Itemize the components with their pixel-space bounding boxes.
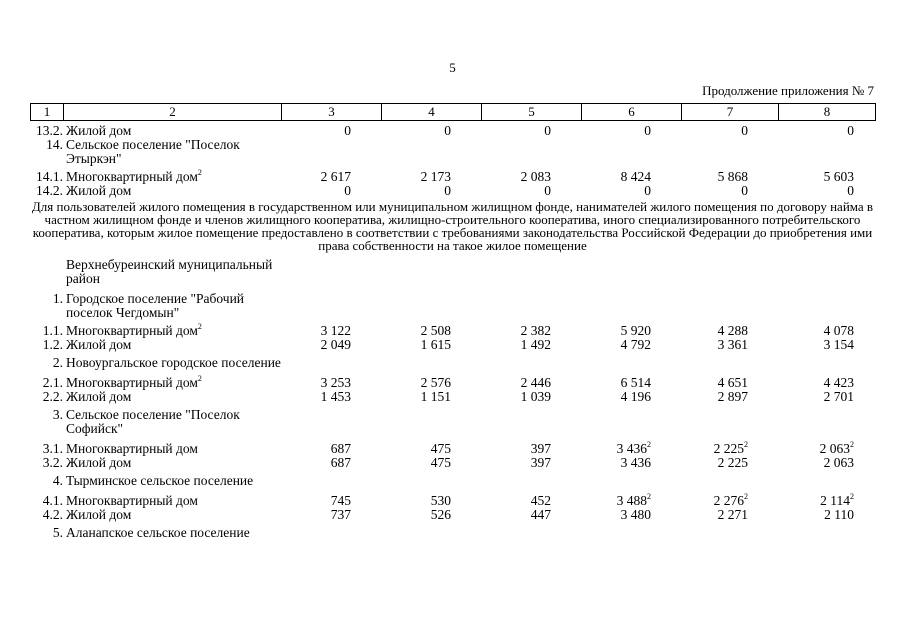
- column-header-5: 5: [482, 104, 582, 121]
- value-text: 475: [430, 441, 451, 456]
- value-text: 2 276: [713, 493, 744, 508]
- page-number: 5: [449, 60, 456, 75]
- value-cell-col-4: [351, 390, 451, 404]
- value-cell-col-6: [551, 184, 651, 198]
- value-text: 1 615: [420, 337, 451, 352]
- value-text: 5 868: [717, 169, 748, 184]
- value-text: 2 225: [717, 455, 748, 470]
- rows-group-top: [30, 124, 875, 198]
- value-text: 447: [530, 507, 551, 522]
- value-text: 4 423: [823, 375, 854, 390]
- column-number-header: [30, 103, 876, 121]
- value-text: 3 154: [823, 337, 854, 352]
- value-text: 0: [544, 183, 551, 198]
- value-cell-col-3: [281, 324, 351, 338]
- value-text: 8 424: [620, 169, 651, 184]
- section-note: Для пользователей жилого помещения в государственном или муниципальном жилищном фонде, нанимателей жилого помещения по договору найма в частном жилищном фонде и членов жилищного кооператива, жилищно-строительного кооператива, иного специализированного потребительского кооператива, которым жилое помещение предоставлено в соответствии с требованиями законодательства Российской Федерации до приобретения ими права собственности на такое жилое помещение: [31, 199, 874, 253]
- value-cell-col-3: [281, 442, 351, 456]
- row-number: 14.2.: [36, 183, 63, 198]
- value-cell-col-4: [351, 456, 451, 470]
- value-cell-col-6: [551, 456, 651, 470]
- value-cell-col-4: [351, 184, 451, 198]
- table-row: [30, 494, 875, 508]
- row-name: Жилой дом: [66, 455, 132, 470]
- row-name-cell: [63, 494, 281, 508]
- value-cell-col-8: [748, 124, 854, 138]
- row-number: 1.1.: [42, 323, 63, 338]
- row-name: Жилой дом: [66, 123, 132, 138]
- row-name: Аланапское сельское поселение: [66, 525, 250, 540]
- row-number: 3.: [52, 407, 63, 422]
- value-text: 3 488: [616, 493, 647, 508]
- row-name-cell: [63, 170, 281, 184]
- row-name: Жилой дом: [66, 337, 132, 352]
- value-footnote-marker: 2: [744, 492, 748, 501]
- value-footnote-marker: 2: [850, 492, 854, 501]
- value-text: 397: [530, 455, 551, 470]
- row-number: 2.: [52, 355, 63, 370]
- value-text: 397: [530, 441, 551, 456]
- row-name: Городское поселение "Рабочий поселок Чегдомын": [66, 291, 245, 320]
- value-text: 0: [741, 123, 748, 138]
- row-name-cell: [63, 390, 281, 404]
- value-text: 0: [741, 183, 748, 198]
- value-cell-col-3: [281, 494, 351, 508]
- value-cell-col-6: [551, 324, 651, 338]
- row-name-cell: [63, 376, 281, 390]
- row-name: Новоургальское городское поселение: [66, 355, 281, 370]
- table-body: [30, 124, 875, 540]
- value-cell-col-3: [281, 390, 351, 404]
- value-text: 2 114: [820, 493, 850, 508]
- value-text: 0: [847, 123, 854, 138]
- value-cell-col-6: [551, 376, 651, 390]
- row-name-cell: [63, 508, 281, 522]
- value-cell-col-7: [651, 376, 748, 390]
- row-number: 14.1.: [36, 169, 63, 184]
- value-text: 2 617: [320, 169, 351, 184]
- value-cell-col-5: [451, 338, 551, 352]
- row-number: 13.2.: [36, 123, 63, 138]
- value-footnote-marker: 2: [850, 440, 854, 449]
- value-text: 3 361: [717, 337, 748, 352]
- row-name-cell: [63, 324, 281, 338]
- value-text: 0: [544, 123, 551, 138]
- row-name: Жилой дом: [66, 507, 132, 522]
- value-text: 687: [330, 455, 351, 470]
- table-row: [30, 292, 875, 324]
- value-cell-col-5: [451, 508, 551, 522]
- row-name-cell: [63, 338, 281, 352]
- value-text: 0: [444, 123, 451, 138]
- value-cell-col-8: [748, 442, 854, 456]
- table-row: [30, 508, 875, 526]
- value-cell-col-6: [551, 494, 651, 508]
- value-cell-col-4: [351, 324, 451, 338]
- value-cell-col-8: [748, 184, 854, 198]
- table-row: [30, 138, 875, 170]
- row-number: 3.1.: [42, 441, 63, 456]
- table-row: [30, 456, 875, 474]
- value-cell-col-5: [451, 324, 551, 338]
- value-cell-col-8: [748, 494, 854, 508]
- row-name: Многоквартирный дом: [66, 169, 198, 184]
- value-footnote-marker: 2: [647, 492, 651, 501]
- column-header-2: 2: [64, 104, 282, 121]
- value-cell-col-7: [651, 184, 748, 198]
- value-text: 5 603: [823, 169, 854, 184]
- table-row: [30, 338, 875, 356]
- value-text: 4 196: [620, 389, 651, 404]
- value-text: 2 083: [520, 169, 551, 184]
- table-row: [30, 442, 875, 456]
- footnote-marker: 2: [197, 168, 202, 177]
- table-row: [30, 526, 875, 540]
- value-text: 1 492: [520, 337, 551, 352]
- value-text: 2 446: [520, 375, 551, 390]
- value-cell-col-5: [451, 442, 551, 456]
- value-cell-col-6: [551, 124, 651, 138]
- value-text: 687: [330, 441, 351, 456]
- value-cell-col-3: [281, 508, 351, 522]
- table-row: [30, 356, 875, 376]
- row-name: Верхнебуреинский муниципальный район: [66, 257, 273, 286]
- column-header-7: 7: [682, 104, 779, 121]
- row-name-cell: [63, 292, 281, 320]
- value-text: 1 151: [420, 389, 451, 404]
- value-text: 2 173: [420, 169, 451, 184]
- value-text: 3 436: [616, 441, 647, 456]
- row-number: 4.2.: [42, 507, 63, 522]
- column-header-6: 6: [582, 104, 682, 121]
- row-number: 2.2.: [42, 389, 63, 404]
- column-header-3: 3: [282, 104, 382, 121]
- value-cell-col-7: [651, 442, 748, 456]
- value-cell-col-3: [281, 376, 351, 390]
- row-number: 14.: [46, 137, 63, 152]
- row-name: Сельское поселение "Поселок Этыркэн": [66, 137, 240, 166]
- row-name: Многоквартирный дом: [66, 323, 198, 338]
- row-name-cell: [63, 456, 281, 470]
- value-text: 0: [644, 123, 651, 138]
- table-row: [30, 184, 875, 198]
- value-text: 4 792: [620, 337, 651, 352]
- value-cell-col-4: [351, 442, 451, 456]
- value-cell-col-7: [651, 494, 748, 508]
- value-text: 526: [430, 507, 451, 522]
- value-cell-col-7: [651, 338, 748, 352]
- value-cell-col-4: [351, 508, 451, 522]
- row-name: Жилой дом: [66, 183, 132, 198]
- value-text: 737: [330, 507, 351, 522]
- table-row: [30, 390, 875, 408]
- value-cell-col-4: [351, 376, 451, 390]
- footnote-marker: 2: [197, 322, 202, 331]
- table-row: [30, 376, 875, 390]
- value-text: 1 453: [320, 389, 351, 404]
- value-text: 2 897: [717, 389, 748, 404]
- value-cell-col-5: [451, 170, 551, 184]
- table-row: [30, 258, 875, 292]
- value-cell-col-3: [281, 170, 351, 184]
- row-name: Многоквартирный дом: [66, 441, 198, 456]
- value-text: 2 063: [823, 455, 854, 470]
- table-row: [30, 408, 875, 442]
- value-text: 6 514: [620, 375, 651, 390]
- row-name: Жилой дом: [66, 389, 132, 404]
- rows-group-bottom: [30, 258, 875, 540]
- value-text: 2 701: [823, 389, 854, 404]
- row-name: Многоквартирный дом: [66, 375, 198, 390]
- value-cell-col-6: [551, 442, 651, 456]
- value-cell-col-7: [651, 124, 748, 138]
- value-cell-col-7: [651, 324, 748, 338]
- value-text: 0: [847, 183, 854, 198]
- row-number: 3.2.: [42, 455, 63, 470]
- value-cell-col-5: [451, 456, 551, 470]
- value-text: 2 271: [717, 507, 748, 522]
- row-number: 1.: [52, 291, 63, 306]
- value-text: 3 436: [620, 455, 651, 470]
- row-name: Тырминское сельское поселение: [66, 473, 254, 488]
- value-cell-col-7: [651, 456, 748, 470]
- value-footnote-marker: 2: [647, 440, 651, 449]
- column-header-1: 1: [31, 104, 64, 121]
- value-cell-col-7: [651, 508, 748, 522]
- value-text: 4 078: [823, 323, 854, 338]
- row-name-cell: [63, 408, 281, 436]
- value-text: 2 576: [420, 375, 451, 390]
- value-text: 2 110: [824, 507, 854, 522]
- value-cell-col-5: [451, 376, 551, 390]
- value-cell-col-8: [748, 170, 854, 184]
- value-text: 4 651: [717, 375, 748, 390]
- value-cell-col-4: [351, 338, 451, 352]
- row-name-cell: [63, 138, 281, 166]
- row-name: Многоквартирный дом: [66, 493, 198, 508]
- row-name-cell: [63, 356, 281, 370]
- row-number: 4.1.: [42, 493, 63, 508]
- value-text: 475: [430, 455, 451, 470]
- value-cell-col-4: [351, 494, 451, 508]
- table-row: [30, 124, 875, 138]
- value-cell-col-3: [281, 124, 351, 138]
- value-text: 2 063: [819, 441, 850, 456]
- value-cell-col-8: [748, 376, 854, 390]
- value-cell-col-8: [748, 390, 854, 404]
- value-cell-col-3: [281, 338, 351, 352]
- value-cell-col-5: [451, 390, 551, 404]
- row-name-cell: [63, 526, 281, 540]
- value-footnote-marker: 2: [744, 440, 748, 449]
- row-name: Сельское поселение "Поселок Софийск": [66, 407, 240, 436]
- value-text: 1 039: [520, 389, 551, 404]
- row-name-cell: [63, 124, 281, 138]
- value-text: 3 122: [320, 323, 351, 338]
- table-row: [30, 474, 875, 494]
- value-cell-col-8: [748, 508, 854, 522]
- value-cell-col-7: [651, 170, 748, 184]
- value-cell-col-6: [551, 338, 651, 352]
- row-number: 1.2.: [42, 337, 63, 352]
- value-cell-col-6: [551, 508, 651, 522]
- value-cell-col-6: [551, 390, 651, 404]
- row-name-cell: [63, 184, 281, 198]
- value-text: 0: [344, 123, 351, 138]
- table-row: [30, 324, 875, 338]
- row-number: 5.: [52, 525, 63, 540]
- value-cell-col-5: [451, 184, 551, 198]
- value-text: 3 480: [620, 507, 651, 522]
- value-text: 0: [444, 183, 451, 198]
- row-name-cell: [63, 474, 281, 488]
- value-text: 2 049: [320, 337, 351, 352]
- value-cell-col-8: [748, 456, 854, 470]
- value-text: 745: [330, 493, 351, 508]
- value-text: 2 382: [520, 323, 551, 338]
- value-cell-col-5: [451, 494, 551, 508]
- value-cell-col-8: [748, 324, 854, 338]
- row-name-cell: [63, 442, 281, 456]
- value-cell-col-5: [451, 124, 551, 138]
- value-text: 4 288: [717, 323, 748, 338]
- value-text: 530: [430, 493, 451, 508]
- value-text: 452: [530, 493, 551, 508]
- value-cell-col-7: [651, 390, 748, 404]
- value-text: 0: [344, 183, 351, 198]
- value-text: 0: [644, 183, 651, 198]
- value-text: 3 253: [320, 375, 351, 390]
- footnote-marker: 2: [197, 374, 202, 383]
- row-number: 4.: [52, 473, 63, 488]
- value-text: 2 225: [713, 441, 744, 456]
- value-text: 5 920: [620, 323, 651, 338]
- value-cell-col-3: [281, 456, 351, 470]
- row-name-cell: [63, 258, 281, 286]
- appendix-continuation-label: Продолжение приложения № 7: [702, 83, 874, 98]
- value-cell-col-4: [351, 124, 451, 138]
- value-cell-col-3: [281, 184, 351, 198]
- table-row: [30, 170, 875, 184]
- value-cell-col-8: [748, 338, 854, 352]
- column-header-8: 8: [779, 104, 876, 121]
- row-number: 2.1.: [42, 375, 63, 390]
- column-header-4: 4: [382, 104, 482, 121]
- value-cell-col-6: [551, 170, 651, 184]
- value-cell-col-4: [351, 170, 451, 184]
- value-text: 2 508: [420, 323, 451, 338]
